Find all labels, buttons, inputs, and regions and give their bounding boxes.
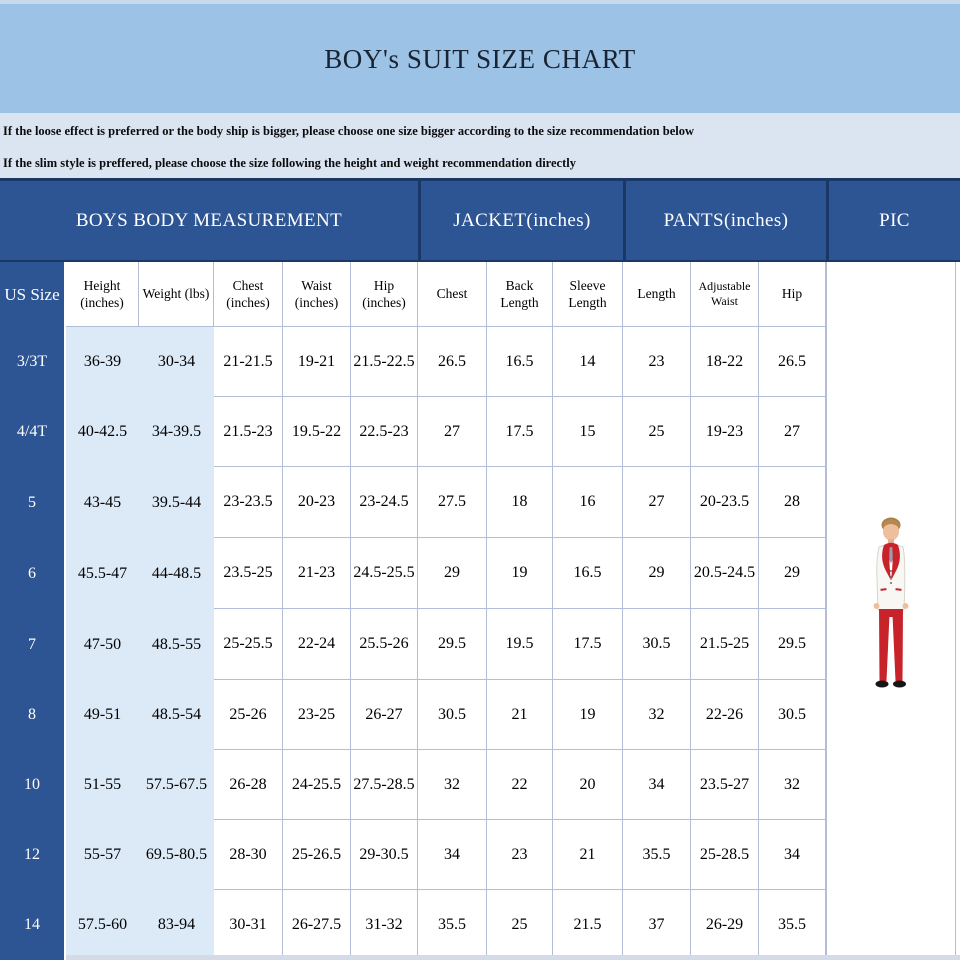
title-band	[0, 0, 960, 113]
value-cell-sleeve-length: 21	[553, 820, 623, 890]
value-cell-waist-body: 20-23	[283, 467, 351, 538]
value-cell-hip-pants: 27	[759, 397, 826, 467]
group-header-2: PANTS(inches)	[623, 181, 826, 260]
value-cell-chest-body: 21-21.5	[214, 327, 283, 397]
value-cell-hip-body: 23-24.5	[351, 467, 418, 538]
value-cell-chest-jacket: 27.5	[418, 467, 487, 538]
bottom-edge-strip	[66, 955, 960, 960]
value-cell-length-pants: 35.5	[623, 820, 691, 890]
table-column-header-row	[0, 262, 826, 327]
column-header-weight: Weight (lbs)	[139, 262, 214, 327]
value-cell-adjustable-waist: 26-29	[691, 890, 759, 960]
us-size-cell: 8	[0, 680, 66, 750]
value-cell-hip-pants: 30.5	[759, 680, 826, 750]
value-cell-weight: 57.5-67.5	[139, 750, 214, 820]
group-header-0: BOYS BODY MEASUREMENT	[0, 181, 418, 260]
value-cell-hip-body: 29-30.5	[351, 820, 418, 890]
value-cell-hip-pants: 34	[759, 820, 826, 890]
column-header-waist-body: Waist (inches)	[283, 262, 351, 327]
value-cell-height: 40-42.5	[66, 397, 139, 467]
value-cell-height: 47-50	[66, 609, 139, 680]
note-loose-fit: If the loose effect is preferred or the body ship is bigger, please choose one size bigger according to the size recommendation below	[3, 124, 695, 138]
value-cell-length-pants: 37	[623, 890, 691, 960]
value-cell-hip-pants: 35.5	[759, 890, 826, 960]
value-cell-waist-body: 19.5-22	[283, 397, 351, 467]
value-cell-weight: 48.5-54	[139, 680, 214, 750]
value-cell-hip-body: 21.5-22.5	[351, 327, 418, 397]
column-header-height: Height (inches)	[66, 262, 139, 327]
us-size-cell: 4/4T	[0, 397, 66, 467]
value-cell-chest-jacket: 30.5	[418, 680, 487, 750]
value-cell-chest-jacket: 32	[418, 750, 487, 820]
us-size-cell: 14	[0, 890, 66, 960]
value-cell-hip-pants: 32	[759, 750, 826, 820]
value-cell-weight: 34-39.5	[139, 397, 214, 467]
value-cell-weight: 30-34	[139, 327, 214, 397]
value-cell-weight: 44-48.5	[139, 538, 214, 609]
value-cell-chest-jacket: 34	[418, 820, 487, 890]
value-cell-hip-body: 22.5-23	[351, 397, 418, 467]
table-row-size-10	[0, 750, 826, 820]
value-cell-back-length: 16.5	[487, 327, 553, 397]
column-header-sleeve-length: Sleeve Length	[553, 262, 623, 327]
column-header-hip-pants: Hip	[759, 262, 826, 327]
value-cell-sleeve-length: 14	[553, 327, 623, 397]
value-cell-sleeve-length: 16	[553, 467, 623, 538]
value-cell-waist-body: 19-21	[283, 327, 351, 397]
value-cell-waist-body: 26-27.5	[283, 890, 351, 960]
value-cell-back-length: 22	[487, 750, 553, 820]
value-cell-sleeve-length: 19	[553, 680, 623, 750]
value-cell-waist-body: 25-26.5	[283, 820, 351, 890]
value-cell-back-length: 21	[487, 680, 553, 750]
us-size-cell: 5	[0, 467, 66, 538]
value-cell-length-pants: 29	[623, 538, 691, 609]
table-body	[0, 327, 826, 960]
us-size-cell: 6	[0, 538, 66, 609]
value-cell-length-pants: 23	[623, 327, 691, 397]
column-header-length-pants: Length	[623, 262, 691, 327]
value-cell-hip-body: 26-27	[351, 680, 418, 750]
value-cell-adjustable-waist: 18-22	[691, 327, 759, 397]
us-size-cell: 7	[0, 609, 66, 680]
table-row-size-7	[0, 609, 826, 680]
value-cell-back-length: 25	[487, 890, 553, 960]
table-row-size-3-3T	[0, 327, 826, 397]
table-row-size-6	[0, 538, 826, 609]
value-cell-back-length: 19.5	[487, 609, 553, 680]
value-cell-height: 36-39	[66, 327, 139, 397]
notes-section	[0, 113, 960, 178]
column-header-hip-body: Hip (inches)	[351, 262, 418, 327]
value-cell-adjustable-waist: 23.5-27	[691, 750, 759, 820]
table-row-size-4-4T	[0, 397, 826, 467]
value-cell-chest-jacket: 29	[418, 538, 487, 609]
pic-column-cell	[826, 262, 956, 960]
value-cell-waist-body: 21-23	[283, 538, 351, 609]
value-cell-chest-body: 26-28	[214, 750, 283, 820]
value-cell-back-length: 18	[487, 467, 553, 538]
column-header-chest-body: Chest (inches)	[214, 262, 283, 327]
value-cell-sleeve-length: 15	[553, 397, 623, 467]
value-cell-sleeve-length: 16.5	[553, 538, 623, 609]
column-header-us-size: US Size	[0, 262, 66, 327]
us-size-cell: 10	[0, 750, 66, 820]
value-cell-hip-body: 24.5-25.5	[351, 538, 418, 609]
value-cell-height: 55-57	[66, 820, 139, 890]
value-cell-adjustable-waist: 20.5-24.5	[691, 538, 759, 609]
value-cell-adjustable-waist: 22-26	[691, 680, 759, 750]
value-cell-adjustable-waist: 20-23.5	[691, 467, 759, 538]
value-cell-length-pants: 30.5	[623, 609, 691, 680]
value-cell-hip-body: 31-32	[351, 890, 418, 960]
column-header-chest-jacket: Chest	[418, 262, 487, 327]
value-cell-chest-body: 25-25.5	[214, 609, 283, 680]
table-row-size-12	[0, 820, 826, 890]
value-cell-chest-body: 25-26	[214, 680, 283, 750]
table-row-size-5	[0, 467, 826, 538]
value-cell-length-pants: 25	[623, 397, 691, 467]
value-cell-adjustable-waist: 25-28.5	[691, 820, 759, 890]
us-size-cell: 12	[0, 820, 66, 890]
size-table	[0, 178, 960, 960]
page-title: BOY's SUIT SIZE CHART	[324, 44, 636, 74]
note-slim-fit: If the slim style is preffered, please choose the size following the height and weight recommendation directly	[3, 156, 576, 170]
table-group-header-row	[0, 178, 960, 262]
value-cell-weight: 83-94	[139, 890, 214, 960]
value-cell-chest-jacket: 27	[418, 397, 487, 467]
value-cell-waist-body: 24-25.5	[283, 750, 351, 820]
value-cell-hip-pants: 29.5	[759, 609, 826, 680]
value-cell-height: 51-55	[66, 750, 139, 820]
value-cell-hip-body: 27.5-28.5	[351, 750, 418, 820]
group-header-3: PIC	[826, 181, 960, 260]
value-cell-chest-body: 21.5-23	[214, 397, 283, 467]
value-cell-weight: 48.5-55	[139, 609, 214, 680]
value-cell-back-length: 23	[487, 820, 553, 890]
table-row-size-14	[0, 890, 826, 960]
value-cell-height: 45.5-47	[66, 538, 139, 609]
value-cell-height: 49-51	[66, 680, 139, 750]
value-cell-height: 43-45	[66, 467, 139, 538]
value-cell-chest-jacket: 35.5	[418, 890, 487, 960]
value-cell-chest-jacket: 29.5	[418, 609, 487, 680]
table-row-size-8	[0, 680, 826, 750]
value-cell-back-length: 17.5	[487, 397, 553, 467]
boy-suit-illustration	[855, 513, 927, 703]
group-header-1: JACKET(inches)	[418, 181, 623, 260]
title-top-strip	[0, 0, 960, 4]
value-cell-sleeve-length: 20	[553, 750, 623, 820]
us-size-cell: 3/3T	[0, 327, 66, 397]
value-cell-weight: 39.5-44	[139, 467, 214, 538]
value-cell-hip-pants: 28	[759, 467, 826, 538]
value-cell-chest-body: 23.5-25	[214, 538, 283, 609]
value-cell-hip-body: 25.5-26	[351, 609, 418, 680]
value-cell-adjustable-waist: 21.5-25	[691, 609, 759, 680]
column-header-adjustable-waist: Adjustable Waist	[691, 262, 759, 327]
value-cell-adjustable-waist: 19-23	[691, 397, 759, 467]
value-cell-hip-pants: 29	[759, 538, 826, 609]
value-cell-sleeve-length: 17.5	[553, 609, 623, 680]
value-cell-length-pants: 32	[623, 680, 691, 750]
value-cell-back-length: 19	[487, 538, 553, 609]
value-cell-chest-jacket: 26.5	[418, 327, 487, 397]
value-cell-weight: 69.5-80.5	[139, 820, 214, 890]
value-cell-chest-body: 28-30	[214, 820, 283, 890]
value-cell-waist-body: 22-24	[283, 609, 351, 680]
value-cell-hip-pants: 26.5	[759, 327, 826, 397]
value-cell-chest-body: 23-23.5	[214, 467, 283, 538]
value-cell-length-pants: 34	[623, 750, 691, 820]
value-cell-sleeve-length: 21.5	[553, 890, 623, 960]
value-cell-height: 57.5-60	[66, 890, 139, 960]
column-header-back-length: Back Length	[487, 262, 553, 327]
value-cell-chest-body: 30-31	[214, 890, 283, 960]
value-cell-waist-body: 23-25	[283, 680, 351, 750]
value-cell-length-pants: 27	[623, 467, 691, 538]
